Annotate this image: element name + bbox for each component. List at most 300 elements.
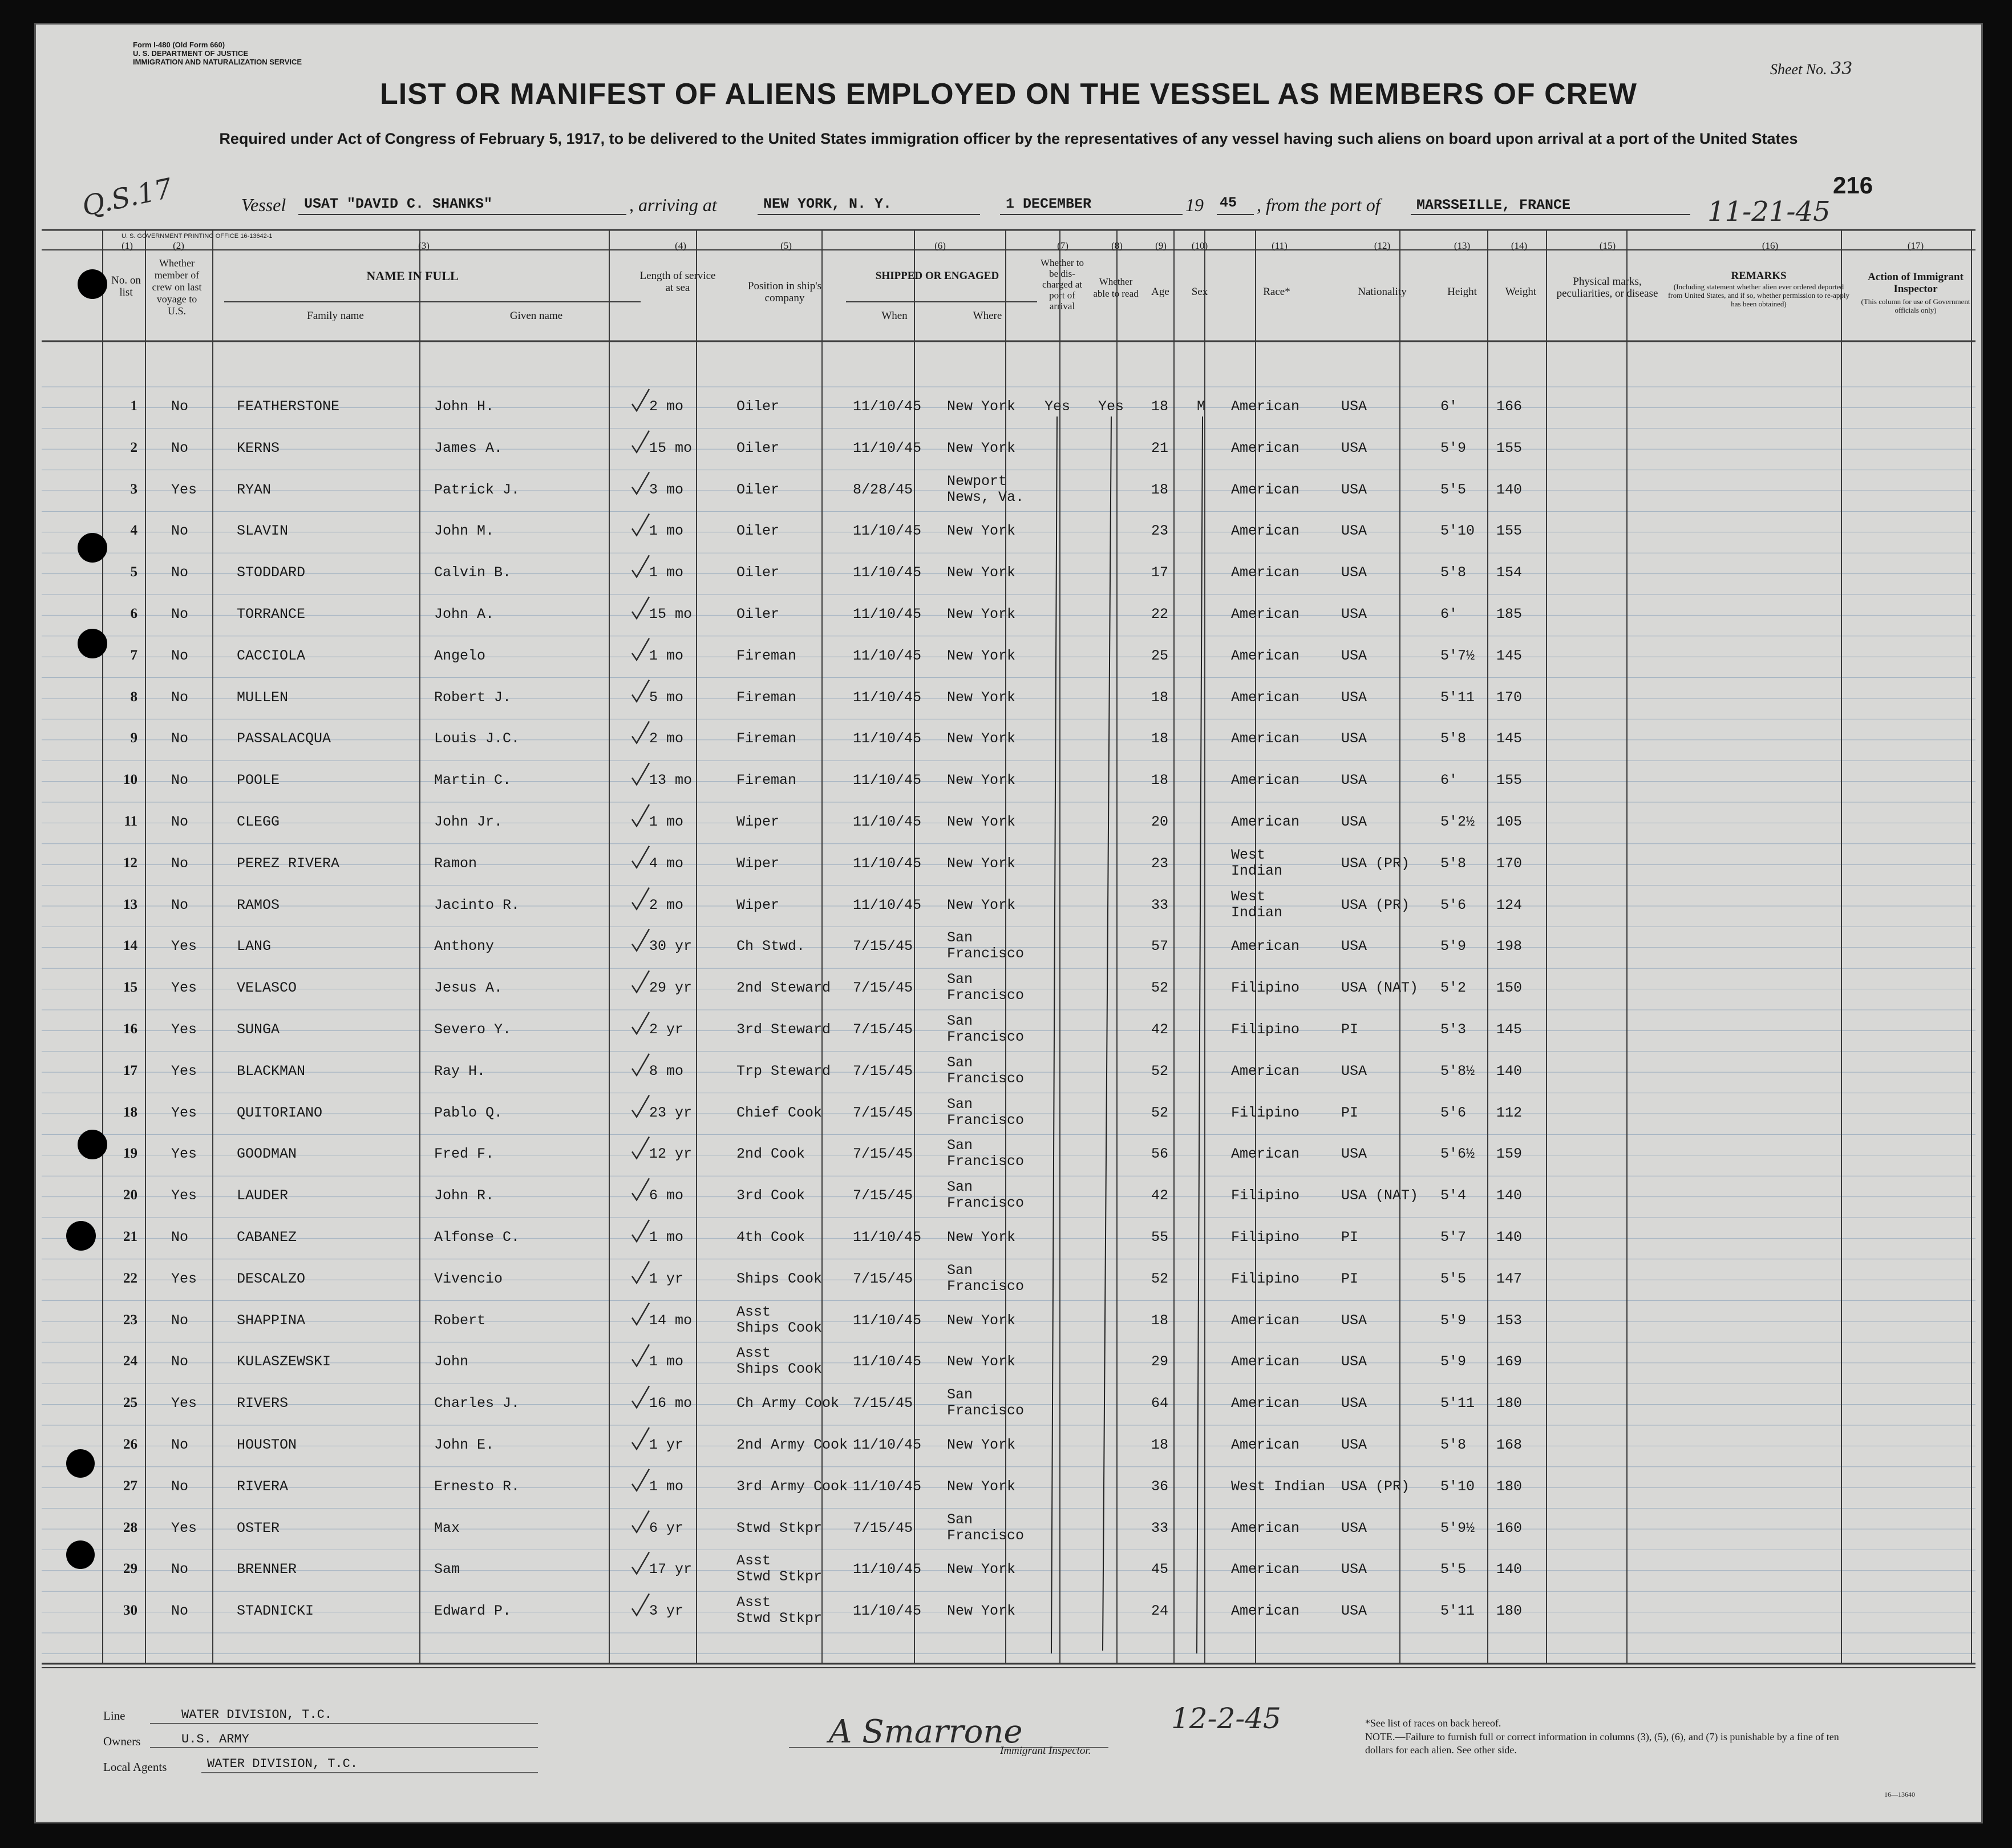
age: 42 <box>1151 1187 1169 1204</box>
able-to-read: Yes <box>1098 398 1124 415</box>
row-number: 14 <box>123 938 137 954</box>
row-number: 10 <box>123 772 137 788</box>
shipped-when: 7/15/45 <box>853 1270 913 1287</box>
shipped-when: 11/10/45 <box>853 1478 922 1495</box>
header-sex: Sex <box>1191 286 1208 298</box>
header-given-name: Given name <box>509 310 563 322</box>
member-last-voyage: Yes <box>171 1187 197 1204</box>
length-of-service: 16 mo <box>649 1395 693 1412</box>
page-title: LIST OR MANIFEST OF ALIENS EMPLOYED ON THE VESSEL AS MEMBERS OF CREW <box>380 78 1637 111</box>
header-name-in-full: NAME IN FULL <box>366 269 459 283</box>
nationality: USA <box>1341 481 1367 498</box>
weight: 185 <box>1496 606 1523 622</box>
race: American <box>1231 1561 1300 1578</box>
length-of-service: 1 mo <box>649 647 684 664</box>
header-remarks-sub: (Including statement whether alien ever ordered deported from United States, and if so, whether permission to re-apply has been obtained) <box>1667 282 1850 308</box>
member-last-voyage: No <box>171 523 189 540</box>
position: Ch Army Cook <box>736 1395 840 1412</box>
nationality: USA (PR) <box>1341 1478 1410 1495</box>
shipped-where: New York <box>947 564 1016 581</box>
member-last-voyage: No <box>171 1229 189 1246</box>
nationality: USA <box>1341 1062 1367 1079</box>
shipped-when: 7/15/45 <box>853 1062 913 1079</box>
position: Oiler <box>736 439 780 456</box>
length-of-service: 1 mo <box>649 1478 684 1495</box>
line-label: Line <box>103 1709 126 1722</box>
vessel-name: USAT "DAVID C. SHANKS" <box>304 196 493 212</box>
weight: 140 <box>1496 1561 1523 1578</box>
given-name: Severo Y. <box>434 1021 512 1038</box>
member-last-voyage: No <box>171 647 189 664</box>
member-last-voyage: No <box>171 606 189 622</box>
shipped-where: San Francisco <box>947 929 1025 963</box>
sheet-number-value: 33 <box>1831 59 1853 79</box>
shipped-where: San Francisco <box>947 1054 1025 1087</box>
penalty-note: NOTE.—Failure to furnish full or correct information in columns (3), (5), (6), and (7) is punishable by a fine of ten dollars for each alien. See other side. <box>1365 1731 1839 1756</box>
weight: 145 <box>1496 730 1523 747</box>
column-number: (16) <box>1762 240 1779 251</box>
given-name: Fred F. <box>434 1146 495 1163</box>
race: American <box>1231 814 1300 830</box>
race: West Indian <box>1231 846 1283 879</box>
age: 25 <box>1151 647 1169 664</box>
length-of-service: 6 yr <box>649 1519 684 1536</box>
member-last-voyage: Yes <box>171 1395 197 1412</box>
handwritten-corner-note: Q.S.17 <box>79 172 175 223</box>
nationality: USA <box>1341 730 1367 747</box>
race: American <box>1231 523 1300 540</box>
rule-line <box>1197 416 1203 1653</box>
nationality: PI <box>1341 1104 1359 1121</box>
race: Filipino <box>1231 1229 1300 1246</box>
punch-hole <box>66 1449 95 1478</box>
row-number: 1 <box>130 398 137 414</box>
member-last-voyage: No <box>171 772 189 789</box>
race: Filipino <box>1231 980 1300 997</box>
header-race: Race* <box>1263 286 1290 298</box>
member-last-voyage: No <box>171 398 189 415</box>
shipped-when: 7/15/45 <box>853 1104 913 1121</box>
shipped-when: 11/10/45 <box>853 730 922 747</box>
length-of-service: 2 mo <box>649 730 684 747</box>
race: American <box>1231 606 1300 622</box>
height: 5'8½ <box>1440 1062 1475 1079</box>
shipped-when: 7/15/45 <box>853 938 913 955</box>
arriving-port: NEW YORK, N. Y. <box>763 196 892 212</box>
race: American <box>1231 938 1300 955</box>
length-of-service: 23 yr <box>649 1104 693 1121</box>
race: American <box>1231 1395 1300 1412</box>
position: Fireman <box>736 772 797 789</box>
row-number: 27 <box>123 1478 137 1494</box>
row-number: 23 <box>123 1312 137 1328</box>
family-name: BRENNER <box>237 1561 297 1578</box>
from-port-label: , from the port of <box>1257 195 1381 215</box>
shipped-when: 11/10/45 <box>853 1561 922 1578</box>
height: 5'7½ <box>1440 647 1475 664</box>
header-when: When <box>881 310 908 322</box>
member-last-voyage: No <box>171 439 189 456</box>
weight: 145 <box>1496 647 1523 664</box>
signature-date: 12-2-45 <box>1171 1702 1281 1735</box>
member-last-voyage: Yes <box>171 1104 197 1121</box>
column-number: (12) <box>1374 240 1391 251</box>
nationality: USA <box>1341 1146 1367 1163</box>
form-identifier <box>133 41 302 66</box>
age: 33 <box>1151 896 1169 913</box>
race: American <box>1231 398 1300 415</box>
member-last-voyage: Yes <box>171 481 197 498</box>
position: Stwd Stkpr <box>736 1519 823 1536</box>
given-name: John Jr. <box>434 814 503 830</box>
shipped-where: New York <box>947 896 1016 913</box>
length-of-service: 15 mo <box>649 439 693 456</box>
rule-line <box>1051 416 1057 1653</box>
height: 5'11 <box>1440 689 1475 706</box>
height: 5'11 <box>1440 1395 1475 1412</box>
shipped-when: 11/10/45 <box>853 606 922 622</box>
height: 6' <box>1440 772 1458 789</box>
rule-line <box>1103 416 1111 1651</box>
sex: M <box>1197 398 1206 415</box>
shipped-when: 7/15/45 <box>853 1146 913 1163</box>
weight: 180 <box>1496 1395 1523 1412</box>
given-name: Vivencio <box>434 1270 503 1287</box>
family-name: BLACKMAN <box>237 1062 306 1079</box>
owners-label: Owners <box>103 1734 141 1748</box>
age: 42 <box>1151 1021 1169 1038</box>
shipped-when: 11/10/45 <box>853 647 922 664</box>
arrival-date: 1 DECEMBER <box>1006 196 1092 212</box>
age: 18 <box>1151 398 1169 415</box>
nationality: USA <box>1341 1437 1367 1453</box>
weight: 124 <box>1496 896 1523 913</box>
member-last-voyage: No <box>171 689 189 706</box>
weight: 140 <box>1496 1062 1523 1079</box>
member-last-voyage: No <box>171 855 189 872</box>
member-last-voyage: No <box>171 1561 189 1578</box>
given-name: John R. <box>434 1187 495 1204</box>
column-number: (10) <box>1191 240 1208 251</box>
nationality: USA (NAT) <box>1341 1187 1419 1204</box>
position: Ships Cook <box>736 1270 823 1287</box>
age: 55 <box>1151 1229 1169 1246</box>
to-be-discharged: Yes <box>1045 398 1071 415</box>
row-number: 6 <box>130 606 137 621</box>
age: 23 <box>1151 855 1169 872</box>
position: 3rd Cook <box>736 1187 805 1204</box>
weight: 155 <box>1496 523 1523 540</box>
length-of-service: 2 mo <box>649 398 684 415</box>
inspector-label: Immigrant Inspector. <box>1000 1745 1091 1757</box>
race: American <box>1231 1312 1300 1329</box>
length-of-service: 3 mo <box>649 481 684 498</box>
weight: 150 <box>1496 980 1523 997</box>
position: Oiler <box>736 523 780 540</box>
nationality: USA <box>1341 564 1367 581</box>
length-of-service: 1 yr <box>649 1437 684 1453</box>
printing-office: U. S. GOVERNMENT PRINTING OFFICE 16-13642-1 <box>122 233 273 240</box>
given-name: John M. <box>434 523 495 540</box>
age: 22 <box>1151 606 1169 622</box>
race: Filipino <box>1231 1187 1300 1204</box>
row-number: 11 <box>124 814 137 829</box>
nationality: USA <box>1341 647 1367 664</box>
position: 2nd Steward <box>736 980 831 997</box>
weight: 169 <box>1496 1353 1523 1370</box>
family-name: STODDARD <box>237 564 306 581</box>
nationality: USA <box>1341 523 1367 540</box>
header-shipped-engaged: SHIPPED OR ENGAGED <box>875 270 999 282</box>
length-of-service: 1 mo <box>649 1353 684 1370</box>
length-of-service: 14 mo <box>649 1312 693 1329</box>
header-family-name: Family name <box>307 310 364 322</box>
height: 6' <box>1440 398 1458 415</box>
given-name: Patrick J. <box>434 481 520 498</box>
family-name: DESCALZO <box>237 1270 306 1287</box>
race: American <box>1231 689 1300 706</box>
weight: 147 <box>1496 1270 1523 1287</box>
row-number: 2 <box>130 439 137 455</box>
row-number: 21 <box>123 1229 137 1244</box>
row-number: 24 <box>123 1353 137 1369</box>
position: Fireman <box>736 689 797 706</box>
given-name: Robert <box>434 1312 486 1329</box>
member-last-voyage: No <box>171 1478 189 1495</box>
member-last-voyage: No <box>171 1312 189 1329</box>
given-name: Robert J. <box>434 689 512 706</box>
shipped-when: 7/15/45 <box>853 1519 913 1536</box>
height: 5'9 <box>1440 439 1467 456</box>
nationality: USA <box>1341 1312 1367 1329</box>
shipped-when: 11/10/45 <box>853 896 922 913</box>
race: West Indian <box>1231 888 1283 921</box>
weight: 198 <box>1496 938 1523 955</box>
member-last-voyage: Yes <box>171 1062 197 1079</box>
column-number: (6) <box>934 240 946 251</box>
nationality: USA <box>1341 606 1367 622</box>
member-last-voyage: Yes <box>171 1519 197 1536</box>
page-number: 216 <box>1833 172 1873 199</box>
family-name: FEATHERSTONE <box>237 398 340 415</box>
family-name: RYAN <box>237 481 272 498</box>
nationality: USA <box>1341 439 1367 456</box>
height: 5'2 <box>1440 980 1467 997</box>
given-name: Jacinto R. <box>434 896 520 913</box>
race: American <box>1231 439 1300 456</box>
header-nationality: Nationality <box>1358 286 1407 298</box>
shipped-where: New York <box>947 814 1016 830</box>
family-name: PEREZ RIVERA <box>237 855 340 872</box>
shipped-when: 11/10/45 <box>853 398 922 415</box>
family-name: KERNS <box>237 439 280 456</box>
position: Oiler <box>736 564 780 581</box>
weight: 180 <box>1496 1478 1523 1495</box>
form-id-line: IMMIGRATION AND NATURALIZATION SERVICE <box>133 58 302 66</box>
length-of-service: 12 yr <box>649 1146 693 1163</box>
header-length-service: Length of service at sea <box>639 270 716 294</box>
shipped-where: San Francisco <box>947 1261 1025 1295</box>
shipped-where: New York <box>947 1478 1016 1495</box>
length-of-service: 29 yr <box>649 980 693 997</box>
nationality: USA <box>1341 1395 1367 1412</box>
position: Asst Ships Cook <box>736 1345 823 1378</box>
height: 5'5 <box>1440 1561 1467 1578</box>
age: 56 <box>1151 1146 1169 1163</box>
age: 57 <box>1151 938 1169 955</box>
race: American <box>1231 1519 1300 1536</box>
header-where: Where <box>973 310 1002 322</box>
column-number: (1) <box>122 240 133 251</box>
row-number: 7 <box>130 647 137 663</box>
family-name: RIVERA <box>237 1478 289 1495</box>
line-value: WATER DIVISION, T.C. <box>181 1708 333 1722</box>
column-number: (4) <box>675 240 686 251</box>
shipped-where: New York <box>947 523 1016 540</box>
shipped-where: New York <box>947 398 1016 415</box>
given-name: John <box>434 1353 469 1370</box>
family-name: CLEGG <box>237 814 280 830</box>
race: American <box>1231 1437 1300 1453</box>
member-last-voyage: No <box>171 564 189 581</box>
race: Filipino <box>1231 1270 1300 1287</box>
member-last-voyage: No <box>171 730 189 747</box>
age: 29 <box>1151 1353 1169 1370</box>
header-physical-marks: Physical marks, peculiarities, or disease <box>1556 276 1658 300</box>
row-number: 18 <box>123 1104 137 1120</box>
shipped-when: 11/10/45 <box>853 523 922 540</box>
nationality: USA <box>1341 1519 1367 1536</box>
age: 18 <box>1151 481 1169 498</box>
position: Trp Steward <box>736 1062 831 1079</box>
shipped-where: New York <box>947 1353 1016 1370</box>
height: 5'7 <box>1440 1229 1467 1246</box>
race: American <box>1231 1062 1300 1079</box>
height: 5'6 <box>1440 896 1467 913</box>
header-remarks: REMARKS <box>1731 270 1787 282</box>
length-of-service: 1 mo <box>649 523 684 540</box>
position: Wiper <box>736 896 780 913</box>
agents-label: Local Agents <box>103 1760 167 1774</box>
weight: 140 <box>1496 481 1523 498</box>
header-action-inspector: Action of Immigrant Inspector <box>1868 271 1964 295</box>
position: Asst Stwd Stkpr <box>736 1552 823 1586</box>
length-of-service: 15 mo <box>649 606 693 622</box>
owners-value: U.S. ARMY <box>181 1732 249 1746</box>
shipped-when: 7/15/45 <box>853 1187 913 1204</box>
length-of-service: 8 mo <box>649 1062 684 1079</box>
shipped-when: 11/10/45 <box>853 439 922 456</box>
member-last-voyage: Yes <box>171 938 197 955</box>
row-number: 29 <box>123 1561 137 1577</box>
nationality: PI <box>1341 1229 1359 1246</box>
race-note: *See list of races on back hereof. <box>1365 1717 1501 1729</box>
column-number: (13) <box>1454 240 1471 251</box>
length-of-service: 1 mo <box>649 1229 684 1246</box>
nationality: USA <box>1341 1561 1367 1578</box>
position: 2nd Cook <box>736 1146 805 1163</box>
column-number: (8) <box>1111 240 1123 251</box>
family-name: VELASCO <box>237 980 297 997</box>
column-number: (15) <box>1599 240 1616 251</box>
weight: 166 <box>1496 398 1523 415</box>
race: American <box>1231 647 1300 664</box>
row-number: 20 <box>123 1187 137 1203</box>
given-name: Charles J. <box>434 1395 520 1412</box>
column-number: (14) <box>1511 240 1528 251</box>
given-name: Sam <box>434 1561 460 1578</box>
age: 20 <box>1151 814 1169 830</box>
position: 3rd Steward <box>736 1021 831 1038</box>
print-code: 16—13640 <box>1884 1790 1915 1798</box>
weight: 154 <box>1496 564 1523 581</box>
header-action-sub: (This column for use of Government officials only) <box>1861 297 1970 314</box>
row-number: 25 <box>123 1395 137 1411</box>
sheet-number-label: Sheet No. <box>1770 61 1827 78</box>
punch-hole <box>78 269 107 299</box>
shipped-where: New York <box>947 689 1016 706</box>
given-name: Louis J.C. <box>434 730 520 747</box>
shipped-when: 11/10/45 <box>853 1229 922 1246</box>
age: 21 <box>1151 439 1169 456</box>
race: American <box>1231 772 1300 789</box>
member-last-voyage: No <box>171 814 189 830</box>
length-of-service: 3 yr <box>649 1603 684 1620</box>
age: 23 <box>1151 523 1169 540</box>
given-name: Alfonse C. <box>434 1229 520 1246</box>
row-number: 16 <box>123 1021 137 1037</box>
family-name: SHAPPINA <box>237 1312 306 1329</box>
header-height: Height <box>1447 286 1477 298</box>
weight: 140 <box>1496 1229 1523 1246</box>
shipped-where: Newport News, Va. <box>947 472 1025 506</box>
handwritten-date: 11-21-45 <box>1707 196 1831 228</box>
shipped-when: 7/15/45 <box>853 1021 913 1038</box>
length-of-service: 1 yr <box>649 1270 684 1287</box>
column-number: (3) <box>418 240 430 251</box>
weight: 155 <box>1496 439 1523 456</box>
shipped-where: New York <box>947 730 1016 747</box>
height: 5'4 <box>1440 1187 1467 1204</box>
family-name: OSTER <box>237 1519 280 1536</box>
shipped-where: New York <box>947 855 1016 872</box>
member-last-voyage: Yes <box>171 1146 197 1163</box>
nationality: USA (PR) <box>1341 896 1410 913</box>
race: American <box>1231 1603 1300 1620</box>
given-name: John E. <box>434 1437 495 1453</box>
sheet-number <box>1770 59 1852 79</box>
nationality: USA (PR) <box>1341 855 1410 872</box>
position: Oiler <box>736 606 780 622</box>
family-name: KULASZEWSKI <box>237 1353 331 1370</box>
family-name: LANG <box>237 938 272 955</box>
nationality: USA <box>1341 772 1367 789</box>
weight: 159 <box>1496 1146 1523 1163</box>
shipped-where: New York <box>947 772 1016 789</box>
departure-port: MARSSEILLE, FRANCE <box>1416 197 1571 213</box>
header-position: Position in ship's company <box>747 280 822 304</box>
agents-value: WATER DIVISION, T.C. <box>207 1757 358 1771</box>
length-of-service: 6 mo <box>649 1187 684 1204</box>
age: 17 <box>1151 564 1169 581</box>
family-name: STADNICKI <box>237 1603 314 1620</box>
height: 5'3 <box>1440 1021 1467 1038</box>
punch-hole <box>78 533 107 563</box>
vessel-label: Vessel <box>241 195 286 215</box>
weight: 180 <box>1496 1603 1523 1620</box>
shipped-when: 11/10/45 <box>853 689 922 706</box>
shipped-when: 11/10/45 <box>853 564 922 581</box>
